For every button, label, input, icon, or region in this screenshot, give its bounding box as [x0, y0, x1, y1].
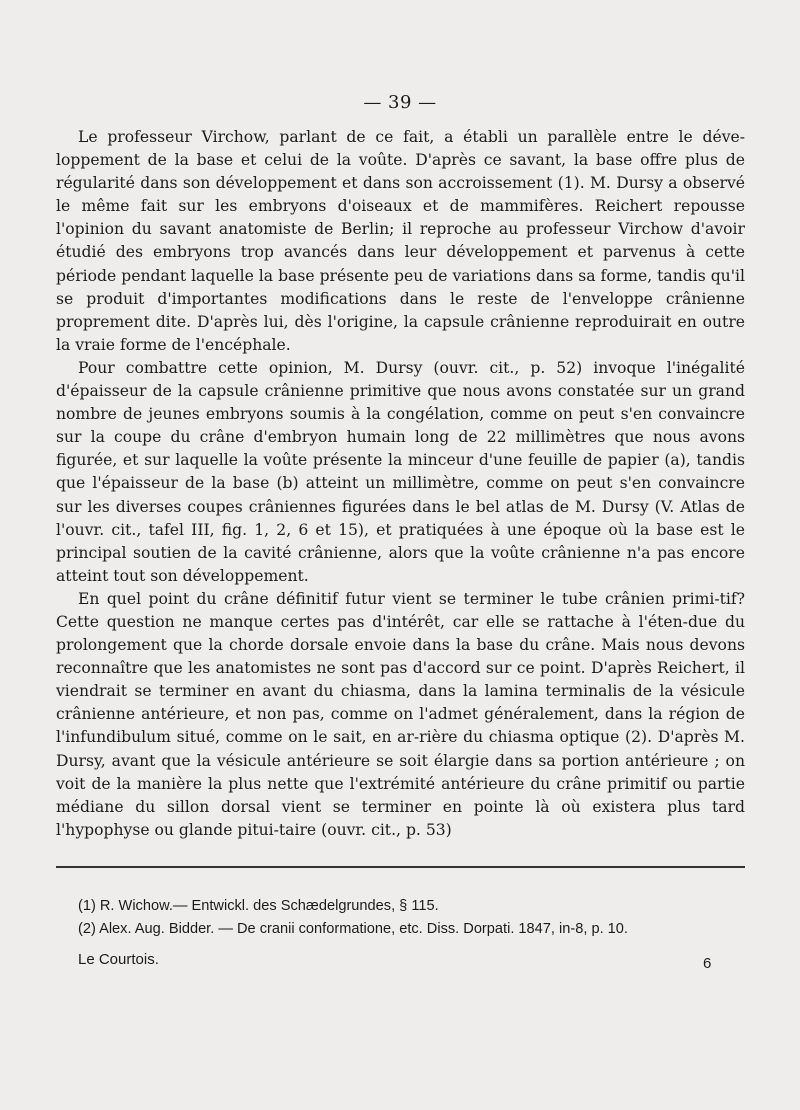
signature-mark: Le Courtois. — [78, 951, 159, 968]
page-number: — 39 — — [363, 92, 437, 113]
paragraph-2: Pour combattre cette opinion, M. Dursy (ouvr. cit., p. 52) invoque l'inégalité d'épaisseur de la capsule crânienne primitive que nous avons constatée sur un grand nombre de jeunes embryons soumis à la congélation, comme on peut s'en convaincre sur la coupe du crâne d'embryon humain long de 22 millimètres que nous avons figurée, et sur laquelle la voûte présente la minceur d'une feuille de papier (a), tandis que l'épaisseur de la base (b) atteint un millimètre, comme on peut s'en convaincre sur les diverses coupes crâniennes figurées dans le bel atlas de M. Dursy (V. Atlas de l'ouvr. cit., tafel III, fig. 1, 2, 6 et 15), et pratiquées à une époque où la base est le principal soutien de la cavité crânienne, alors que la voûte crânienne n'a pas encore atteint tout son développement. — [56, 358, 745, 585]
footnote-1: (1) R. Wichow.— Entwickl. des Schædelgrundes, § 115. — [78, 898, 439, 914]
paragraph-1: Le professeur Virchow, parlant de ce fait, a établi un parallèle entre le déve-loppement de la base et celui de la voûte. D'après ce savant, la base offre plus de régularité dans son développement et dans son accroissement (1). M. Dursy a observé le même fait sur les embryons d'oiseaux et de mammifères. Reichert repousse l'opinion du savant anatomiste de Berlin; il reproche au professeur Virchow d'avoir étudié des embryons trop avancés dans leur développement et parvenus à cette période pendant laquelle la base présente peu de variations dans sa forme, tandis qu'il se produit d'importantes modifications dans le reste de l'enveloppe crânienne proprement dite. D'après lui, dès l'origine, la capsule crânienne reproduirait en outre la vraie forme de l'encéphale. — [56, 128, 745, 354]
footnote-divider — [56, 866, 745, 868]
sheet-number: 6 — [703, 955, 712, 972]
footnotes — [78, 895, 768, 941]
footnote-2: (2) Alex. Aug. Bidder. — De cranii conformatione, etc. Diss. Dorpati. 1847, in-8, p. 10. — [78, 921, 628, 937]
body-text — [56, 126, 745, 842]
paragraph-3: En quel point du crâne définitif futur vient se terminer le tube crânien primi-tif? Cette question ne manque certes pas d'intérêt, car elle se rattache à l'éten-due du prolongement que la chorde dorsale envoie dans la base du crâne. Mais nous devons reconnaître que les anatomistes ne sont pas d'accord sur ce point. D'après Reichert, il viendrait se terminer en avant du chiasma, dans la lamina terminalis de la vésicule crânienne antérieure, et non pas, comme on l'admet généralement, dans la région de l'infundibulum situé, comme on le sait, en ar-rière du chiasma optique (2). D'après M. Dursy, avant que la vésicule antérieure se soit élargie dans sa portion antérieure ; on voit de la manière la plus nette que l'extrémité antérieure du crâne primitif ou partie médiane du sillon dorsal vient se terminer en pointe là où existera plus tard l'hypophyse ou glande pitui-taire (ouvr. cit., p. 53) — [56, 589, 745, 839]
